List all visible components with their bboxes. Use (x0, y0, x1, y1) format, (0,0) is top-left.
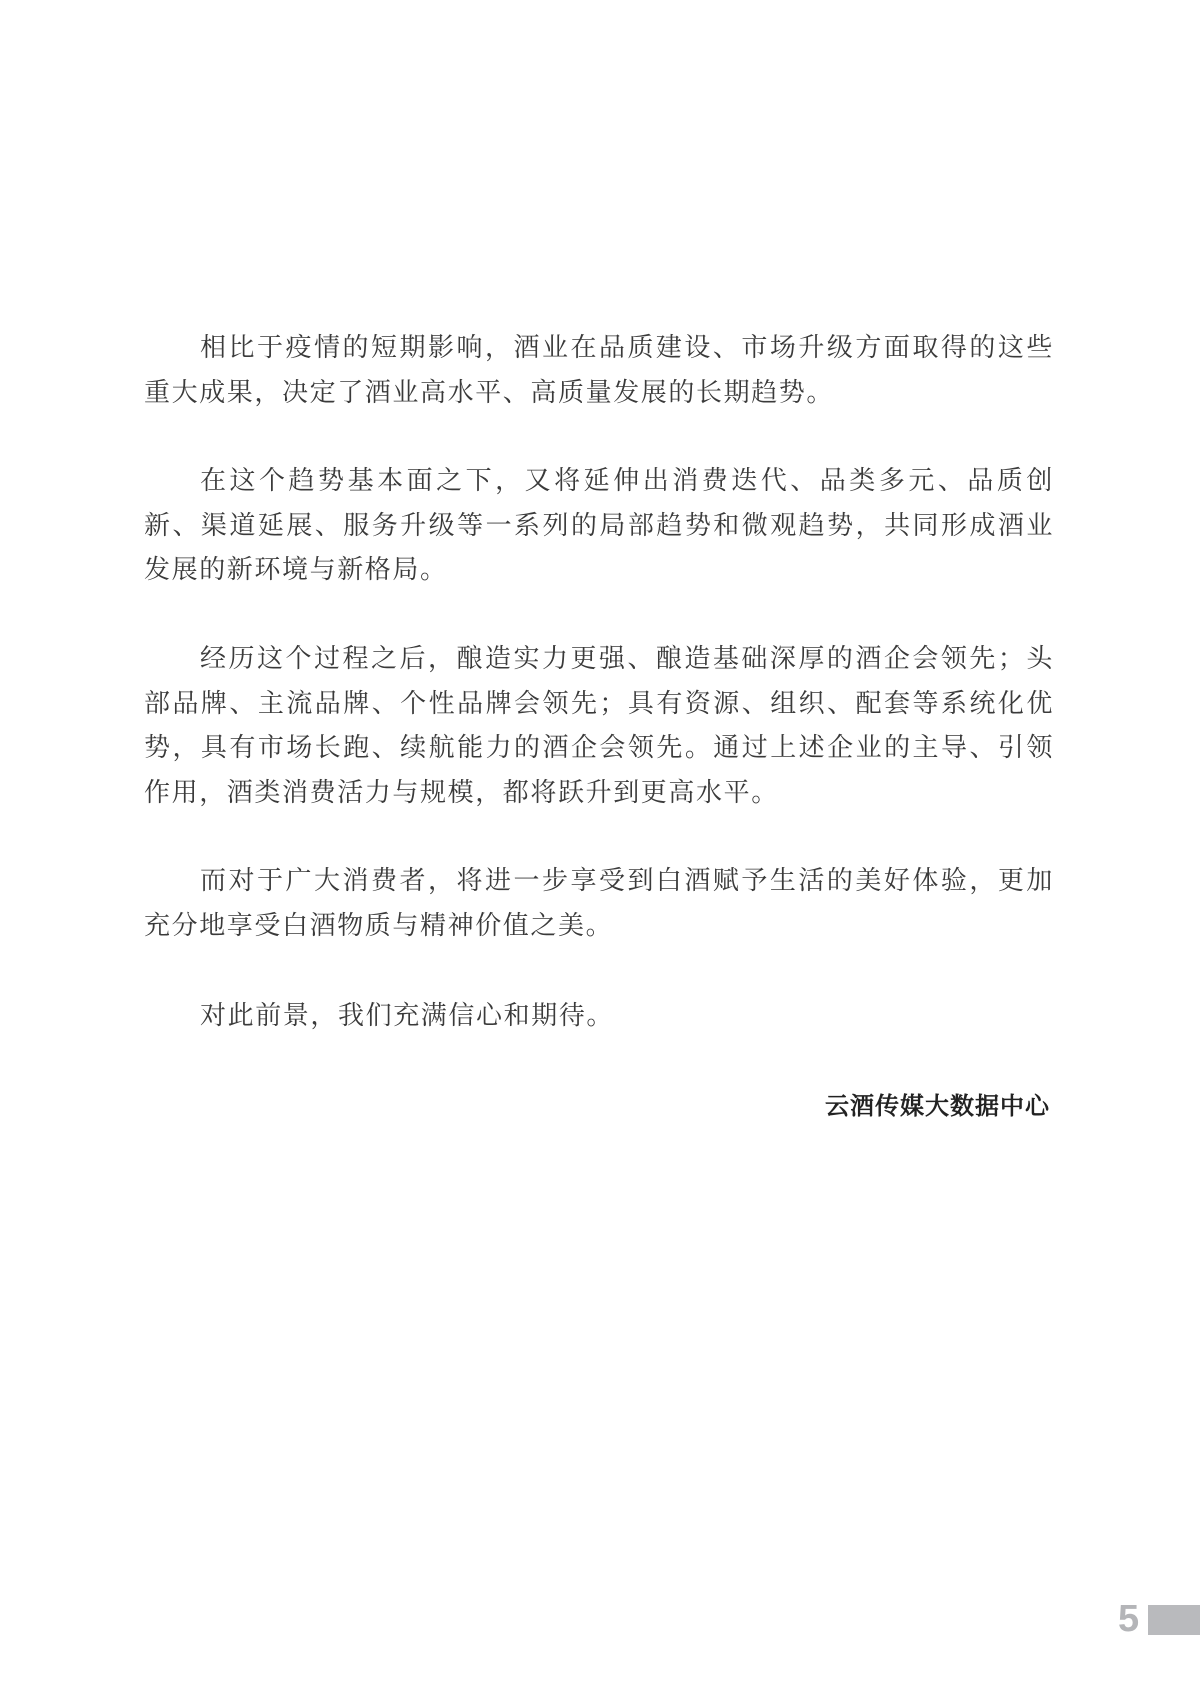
paragraph-4: 而对于广大消费者，将进一步享受到白酒赋予生活的美好体验，更加充分地享受白酒物质与精神价值之美。 (144, 866, 1054, 941)
paragraph-5: 对此前景，我们充满信心和期待。 (200, 1001, 615, 1031)
paragraph-1: 相比于疫情的短期影响，酒业在品质建设、市场升级方面取得的这些重大成果，决定了酒业高水平、高质量发展的长期趋势。 (144, 333, 1054, 408)
paragraph-3: 经历这个过程之后，酿造实力更强、酿造基础深厚的酒企会领先；头部品牌、主流品牌、个性品牌会领先；具有资源、组织、配套等系统化优势，具有市场长跑、续航能力的酒企会领先。通过上述企业的主导、引领作用，酒类消费活力与规模，都将跃升到更高水平。 (144, 644, 1054, 808)
page-marker-bar (1148, 1605, 1200, 1635)
page-number: 5 (1118, 1598, 1140, 1640)
signature: 云酒传媒大数据中心 (825, 1092, 1050, 1120)
paragraph-2: 在这个趋势基本面之下，又将延伸出消费迭代、品类多元、品质创新、渠道延展、服务升级等一系列的局部趋势和微观趋势，共同形成酒业发展的新环境与新格局。 (144, 466, 1054, 585)
